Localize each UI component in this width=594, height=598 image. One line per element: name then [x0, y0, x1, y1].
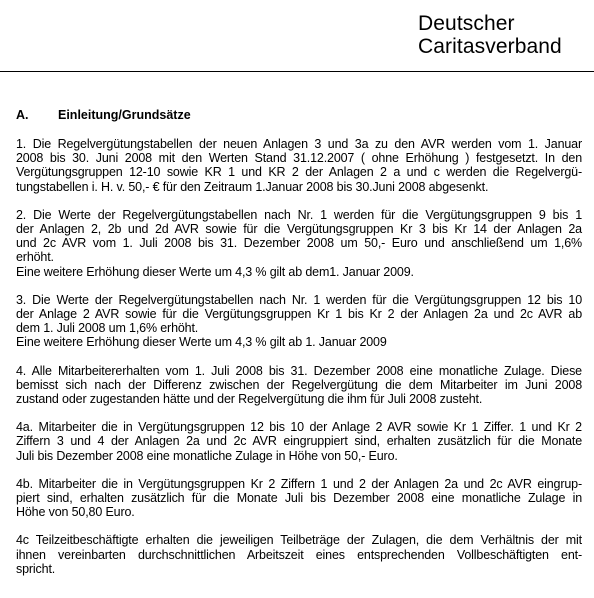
header-divider [0, 71, 594, 72]
paragraph-line: spricht. [16, 561, 56, 576]
paragraph-line: zustand oder zugestanden hätte und der Regelvergütung die ihm für Juli 2008 zusteht. [16, 392, 483, 407]
paragraph-line: 3. Die Werte der Regelvergütungstabellen nach Nr. 1 werden für die Vergütungsgruppen 12 bis 10 [16, 292, 582, 307]
paragraph-line: erhöht. [16, 250, 54, 265]
paragraph [16, 208, 582, 279]
section-a [16, 108, 582, 590]
paragraph-line: ihnen vereinbarten durchschnittlichen Arbeitszeit eines entsprechenden Vollbeschäftigten ent- [16, 547, 582, 562]
paragraph-line: 4a. Mitarbeiter die in Vergütungsgruppen 12 bis 10 der Anlage 2 AVR sowie Kr 1 Ziffer. 1 und Kr 2 [16, 420, 582, 435]
paragraph-line: Höhe von 50,80 Euro. [16, 505, 135, 520]
paragraph-line: Juli bis Dezember 2008 eine monatliche Zulage in Höhe von 50,- Euro. [16, 448, 398, 463]
paragraph-line: 4c Teilzeitbeschäftigte erhalten die jeweiligen Teilbeträge der Zulagen, die dem Verhältnis der mit [16, 533, 582, 548]
paragraph [16, 477, 582, 520]
paragraph-line: Vergütungsgruppen 12-10 sowie KR 1 und KR 2 der Anlagen 2 a und c werden die Regelvergü- [16, 165, 582, 180]
organization-name-line-2: Caritasverband [418, 35, 562, 58]
paragraph [16, 364, 582, 407]
paragraph-line: 2008 bis 30. Juni 2008 mit den Werten Stand 31.12.2007 ( ohne Erhöhung ) festgesetzt. In den [16, 151, 582, 166]
paragraph-line: der Anlage 2 AVR sowie für die Vergütungsgruppen Kr 1 bis Kr 2 der Anlagen 2a und 2c AVR ab [16, 307, 582, 322]
paragraph-line: tungstabellen i. H. v. 50,- € für den Zeitraum 1.Januar 2008 bis 30.Juni 2008 abgesenkt. [16, 179, 489, 194]
section-title-text: Einleitung/Grundsätze [58, 108, 191, 122]
section-letter: A. [16, 108, 29, 122]
paragraph-line: der Anlagen 2, 2b und 2d AVR sowie für die Vergütungsgruppen Kr 3 bis Kr 14 der Anlagen 2a [16, 222, 582, 237]
paragraph-line: bemisst sich nach der Differenz zwischen der Regelvergütung die dem Mitarbeiter im Juni 2008 [16, 377, 582, 392]
paragraph [16, 137, 582, 194]
section-heading [16, 108, 582, 123]
paragraph-line: Eine weitere Erhöhung dieser Werte um 4,3 % gilt ab dem1. Januar 2009. [16, 264, 414, 279]
paragraph [16, 293, 582, 350]
organization-name-line-1: Deutscher [418, 12, 515, 35]
paragraph-line: Eine weitere Erhöhung dieser Werte um 4,3 % gilt ab 1. Januar 2009 [16, 335, 387, 350]
paragraph [16, 533, 582, 576]
paragraph [16, 420, 582, 463]
paragraph-line: piert sind, erhalten zusätzlich für die Monate Juli bis Dezember 2008 eine monatliche Zulage in [16, 491, 582, 506]
paragraph-line: 1. Die Regelvergütungstabellen der neuen Anlagen 3 und 3a zu den AVR werden vom 1. Januar [16, 137, 582, 151]
paragraph-line: dem 1. Juli 2008 um 1,6% erhöht. [16, 321, 199, 336]
paragraph-list [16, 137, 582, 576]
paragraph-line: 4. Alle Mitarbeitererhalten vom 1. Juli 2008 bis 31. Dezember 2008 eine monatliche Zulage. Diese [16, 363, 582, 378]
organization-name [418, 12, 590, 58]
paragraph-line: Ziffern 3 und 4 der Anlagen 2a und 2c AVR eingruppiert sind, erhalten zusätzlich für die Monate [16, 434, 582, 449]
paragraph-line: und 2c AVR vom 1. Juli 2008 bis 31. Dezember 2008 um 50,- Euro und anschließend um 1,6% [16, 236, 582, 251]
paragraph-line: 2. Die Werte der Regelvergütungstabellen nach Nr. 1 werden für die Vergütungsgruppen 9 bis 1 [16, 207, 582, 222]
paragraph-line: 4b. Mitarbeiter die in Vergütungsgruppen Kr 2 Ziffern 1 und 2 der Anlagen 2a und 2c AVR eingrup- [16, 476, 582, 491]
